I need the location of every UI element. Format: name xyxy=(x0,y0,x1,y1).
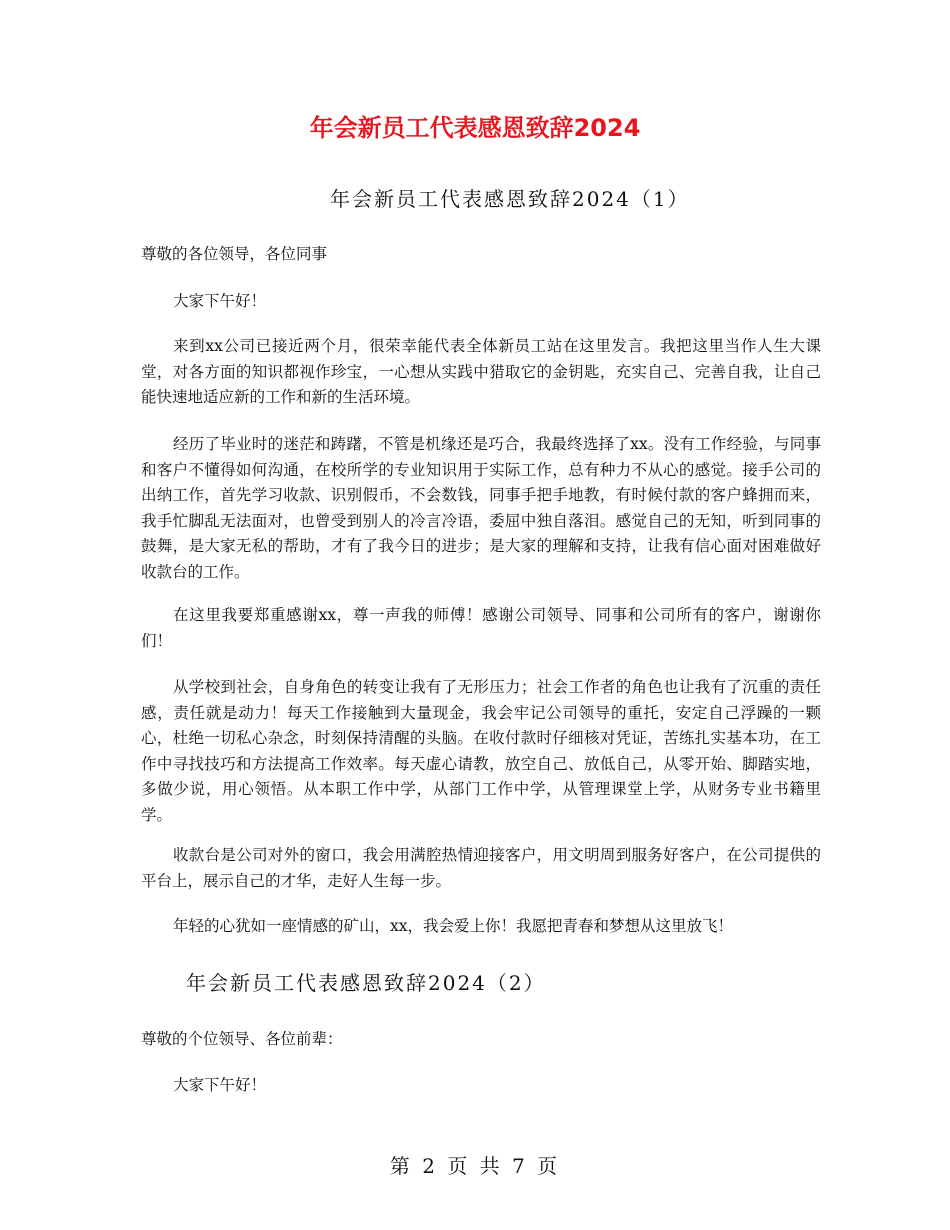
salutation-2: 尊敬的个位领导、各位前辈： xyxy=(141,1030,343,1048)
paragraph-3: 在这里我要郑重感谢xx，尊一声我的师傅！感谢公司领导、同事和公司所有的客户，谢谢你们！ xyxy=(141,606,821,650)
paragraph-2: 经历了毕业时的迷茫和踌躇，不管是机缘还是巧合，我最终选择了xx。没有工作经验，与同事和客户不懂得如何沟通，在校所学的专业知识用于实际工作，总有种力不从心的感觉。接手公司的出纳工作，首先学习收款、识别假币，不会数钱，同事手把手地教，有时候付款的客户蜂拥而来，我手忙脚乱无法面对，也曾受到别人的冷言冷语，委屈中独自落泪。感觉自己的无知，听到同事的鼓舞，是大家无私的帮助，才有了我今日的进步；是大家的理解和支持，让我有信心面对困难做好收款台的工作。 xyxy=(141,435,821,581)
salutation-1: 尊敬的各位领导，各位同事 xyxy=(141,245,328,263)
greeting-2: 大家下午好！ xyxy=(173,1076,267,1094)
greeting-1: 大家下午好！ xyxy=(173,292,267,310)
page-number-footer: 第 2 页 共 7 页 xyxy=(389,1154,561,1178)
paragraph-4: 从学校到社会，自身角色的转变让我有了无形压力；社会工作者的角色也让我有了沉重的责任感，责任就是动力！每天工作接触到大量现金，我会牢记公司领导的重托，安定自己浮躁的一颗心，杜绝一切私心杂念，时刻保持清醒的头脑。在收付款时仔细核对凭证，苦练扎实基本功，在工作中寻找技巧和方法提高工作效率。每天虚心请教，放空自己、放低自己，从零开始、脚踏实地，多做少说，用心领悟。从本职工作中学，从部门工作中学，从管理课堂上学，从财务专业书籍里学。 xyxy=(141,678,821,824)
paragraph-1: 来到xx公司已接近两个月，很荣幸能代表全体新员工站在这里发言。我把这里当作人生大课堂，对各方面的知识都视作珍宝，一心想从实践中猎取它的金钥匙，充实自己、完善自我，让自己能快速地适应新的工作和新的生活环境。 xyxy=(141,337,821,406)
section-heading-2: 年会新员工代表感恩致辞2024（2） xyxy=(186,971,546,995)
paragraph-5: 收款台是公司对外的窗口，我会用满腔热情迎接客户，用文明周到服务好客户，在公司提供的平台上，展示自己的才华，走好人生每一步。 xyxy=(141,846,821,890)
paragraph-6: 年轻的心犹如一座情感的矿山，xx，我会爱上你！我愿把青春和梦想从这里放飞！ xyxy=(173,917,733,935)
document-title: 年会新员工代表感恩致辞2024 xyxy=(309,114,641,142)
section-heading-1: 年会新员工代表感恩致辞2024（1） xyxy=(330,187,690,211)
